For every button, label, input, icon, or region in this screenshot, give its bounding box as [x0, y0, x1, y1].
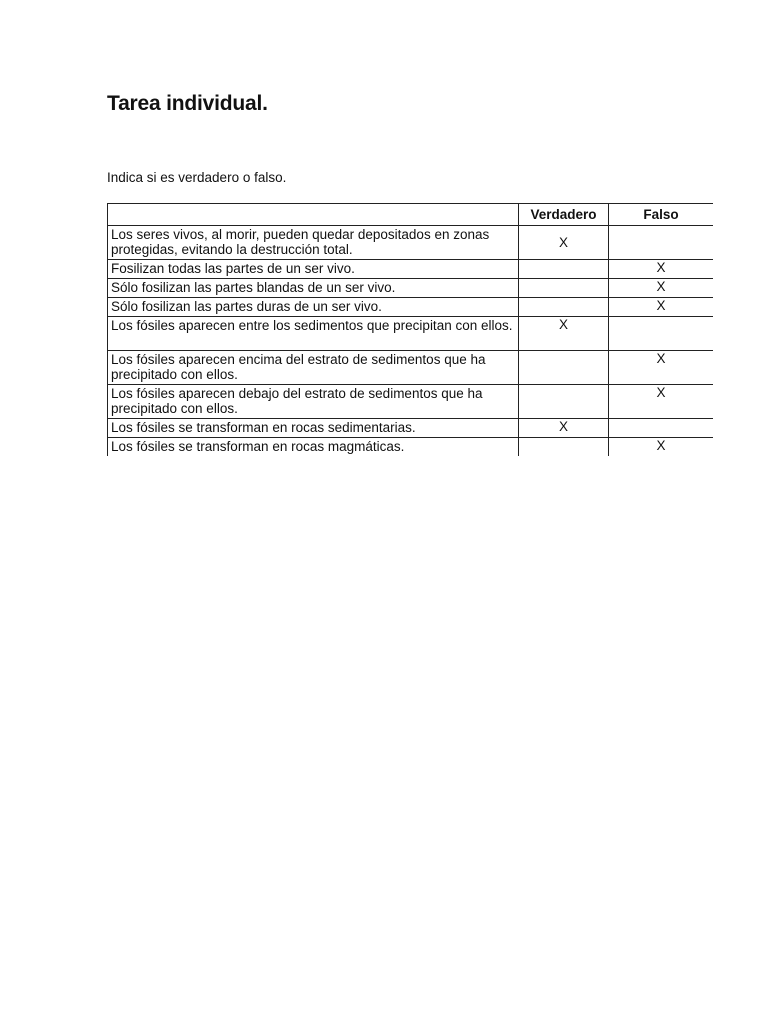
table-header-row [108, 204, 714, 226]
table-row [108, 260, 714, 279]
verdadero-cell [519, 385, 609, 419]
verdadero-cell [519, 298, 609, 317]
table-row [108, 385, 714, 419]
true-false-table [107, 203, 713, 456]
verdadero-cell [519, 260, 609, 279]
falso-cell [609, 317, 714, 351]
verdadero-cell [519, 351, 609, 385]
falso-cell: X [609, 279, 714, 298]
falso-cell [609, 419, 714, 438]
statement-cell: Sólo fosilizan las partes blandas de un ser vivo. [108, 279, 519, 298]
statement-cell: Los fósiles aparecen entre los sedimentos que precipitan con ellos. [108, 317, 519, 351]
statement-cell: Los fósiles se transforman en rocas sedimentarias. [108, 419, 519, 438]
falso-cell: X [609, 385, 714, 419]
table-row [108, 298, 714, 317]
statement-cell: Los fósiles aparecen encima del estrato de sedimentos que ha precipitado con ellos. [108, 351, 519, 385]
statement-cell: Los fósiles aparecen debajo del estrato de sedimentos que ha precipitado con ellos. [108, 385, 519, 419]
table-row [108, 317, 714, 351]
falso-cell: X [609, 298, 714, 317]
table-row [108, 279, 714, 298]
instruction-text: Indica si es verdadero o falso. [107, 170, 287, 185]
table-row [108, 438, 714, 457]
quiz-table-container [107, 203, 713, 494]
statement-cell: Fosilizan todas las partes de un ser vivo. [108, 260, 519, 279]
table-row [108, 226, 714, 260]
verdadero-cell: X [519, 419, 609, 438]
verdadero-cell: X [519, 226, 609, 260]
statement-cell: Sólo fosilizan las partes duras de un ser vivo. [108, 298, 519, 317]
header-verdadero: Verdadero [519, 204, 609, 226]
statement-cell: Los seres vivos, al morir, pueden quedar depositados en zonas protegidas, evitando la destrucción total. [108, 226, 519, 260]
statement-cell: Los fósiles se transforman en rocas magmáticas. [108, 438, 519, 457]
verdadero-cell: X [519, 317, 609, 351]
header-statement [108, 204, 519, 226]
verdadero-cell [519, 279, 609, 298]
verdadero-cell [519, 438, 609, 457]
table-row [108, 351, 714, 385]
header-falso: Falso [609, 204, 714, 226]
falso-cell [609, 226, 714, 260]
falso-cell: X [609, 351, 714, 385]
falso-cell: X [609, 438, 714, 457]
table-row [108, 419, 714, 438]
page-title: Tarea individual. [107, 92, 268, 115]
falso-cell: X [609, 260, 714, 279]
